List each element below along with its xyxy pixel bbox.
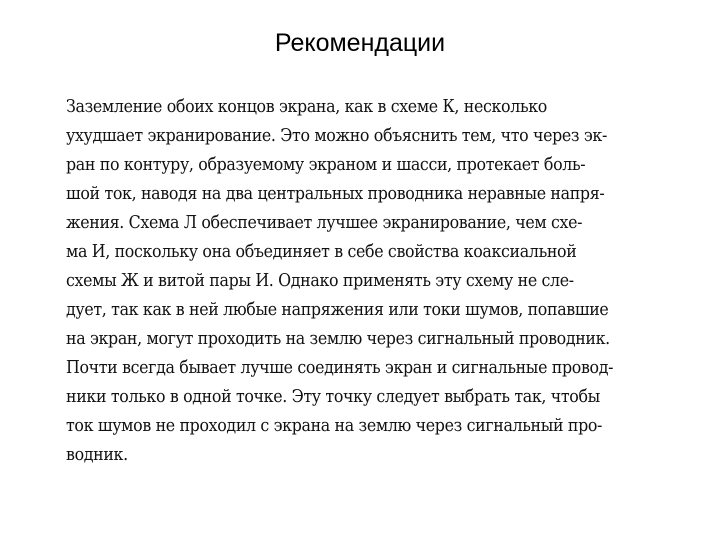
- scan-line-10: Почти всегда бывает лучше соединять экран и сигнальные провод-: [66, 357, 614, 378]
- scan-line-4: шой ток, наводя на два центральных проводника неравные напря-: [66, 183, 605, 204]
- scan-line-3: ран по контуру, образуемому экраном и шасси, протекает боль-: [66, 154, 586, 175]
- scan-line-1: Заземление обоих концов экрана, как в схеме К, несколько: [66, 96, 547, 117]
- scan-line-8: дует, так как в ней любые напряжения или токи шумов, попавшие: [66, 299, 609, 320]
- scan-line-2: ухудшает экранирование. Это можно объяснить тем, что через эк-: [66, 125, 607, 146]
- slide-title: Рекомендации: [274, 29, 446, 57]
- scan-line-5: жения. Схема Л обеспечивает лучшее экранирование, чем схе-: [66, 212, 583, 233]
- scan-line-13: водник.: [66, 444, 128, 465]
- scan-line-11: ники только в одной точке. Эту точку следует выбрать так, чтобы: [66, 386, 600, 407]
- scanned-text-block: [66, 92, 646, 465]
- scan-line-9: на экран, могут проходить на землю через сигнальный проводник.: [66, 328, 610, 349]
- scan-line-7: схемы Ж и витой пары И. Однако применять эту схему не сле-: [66, 270, 574, 291]
- scan-line-12: ток шумов не проходил с экрана на землю через сигнальный про-: [66, 415, 603, 436]
- scan-line-6: ма И, поскольку она объединяет в себе свойства коаксиальной: [66, 241, 577, 262]
